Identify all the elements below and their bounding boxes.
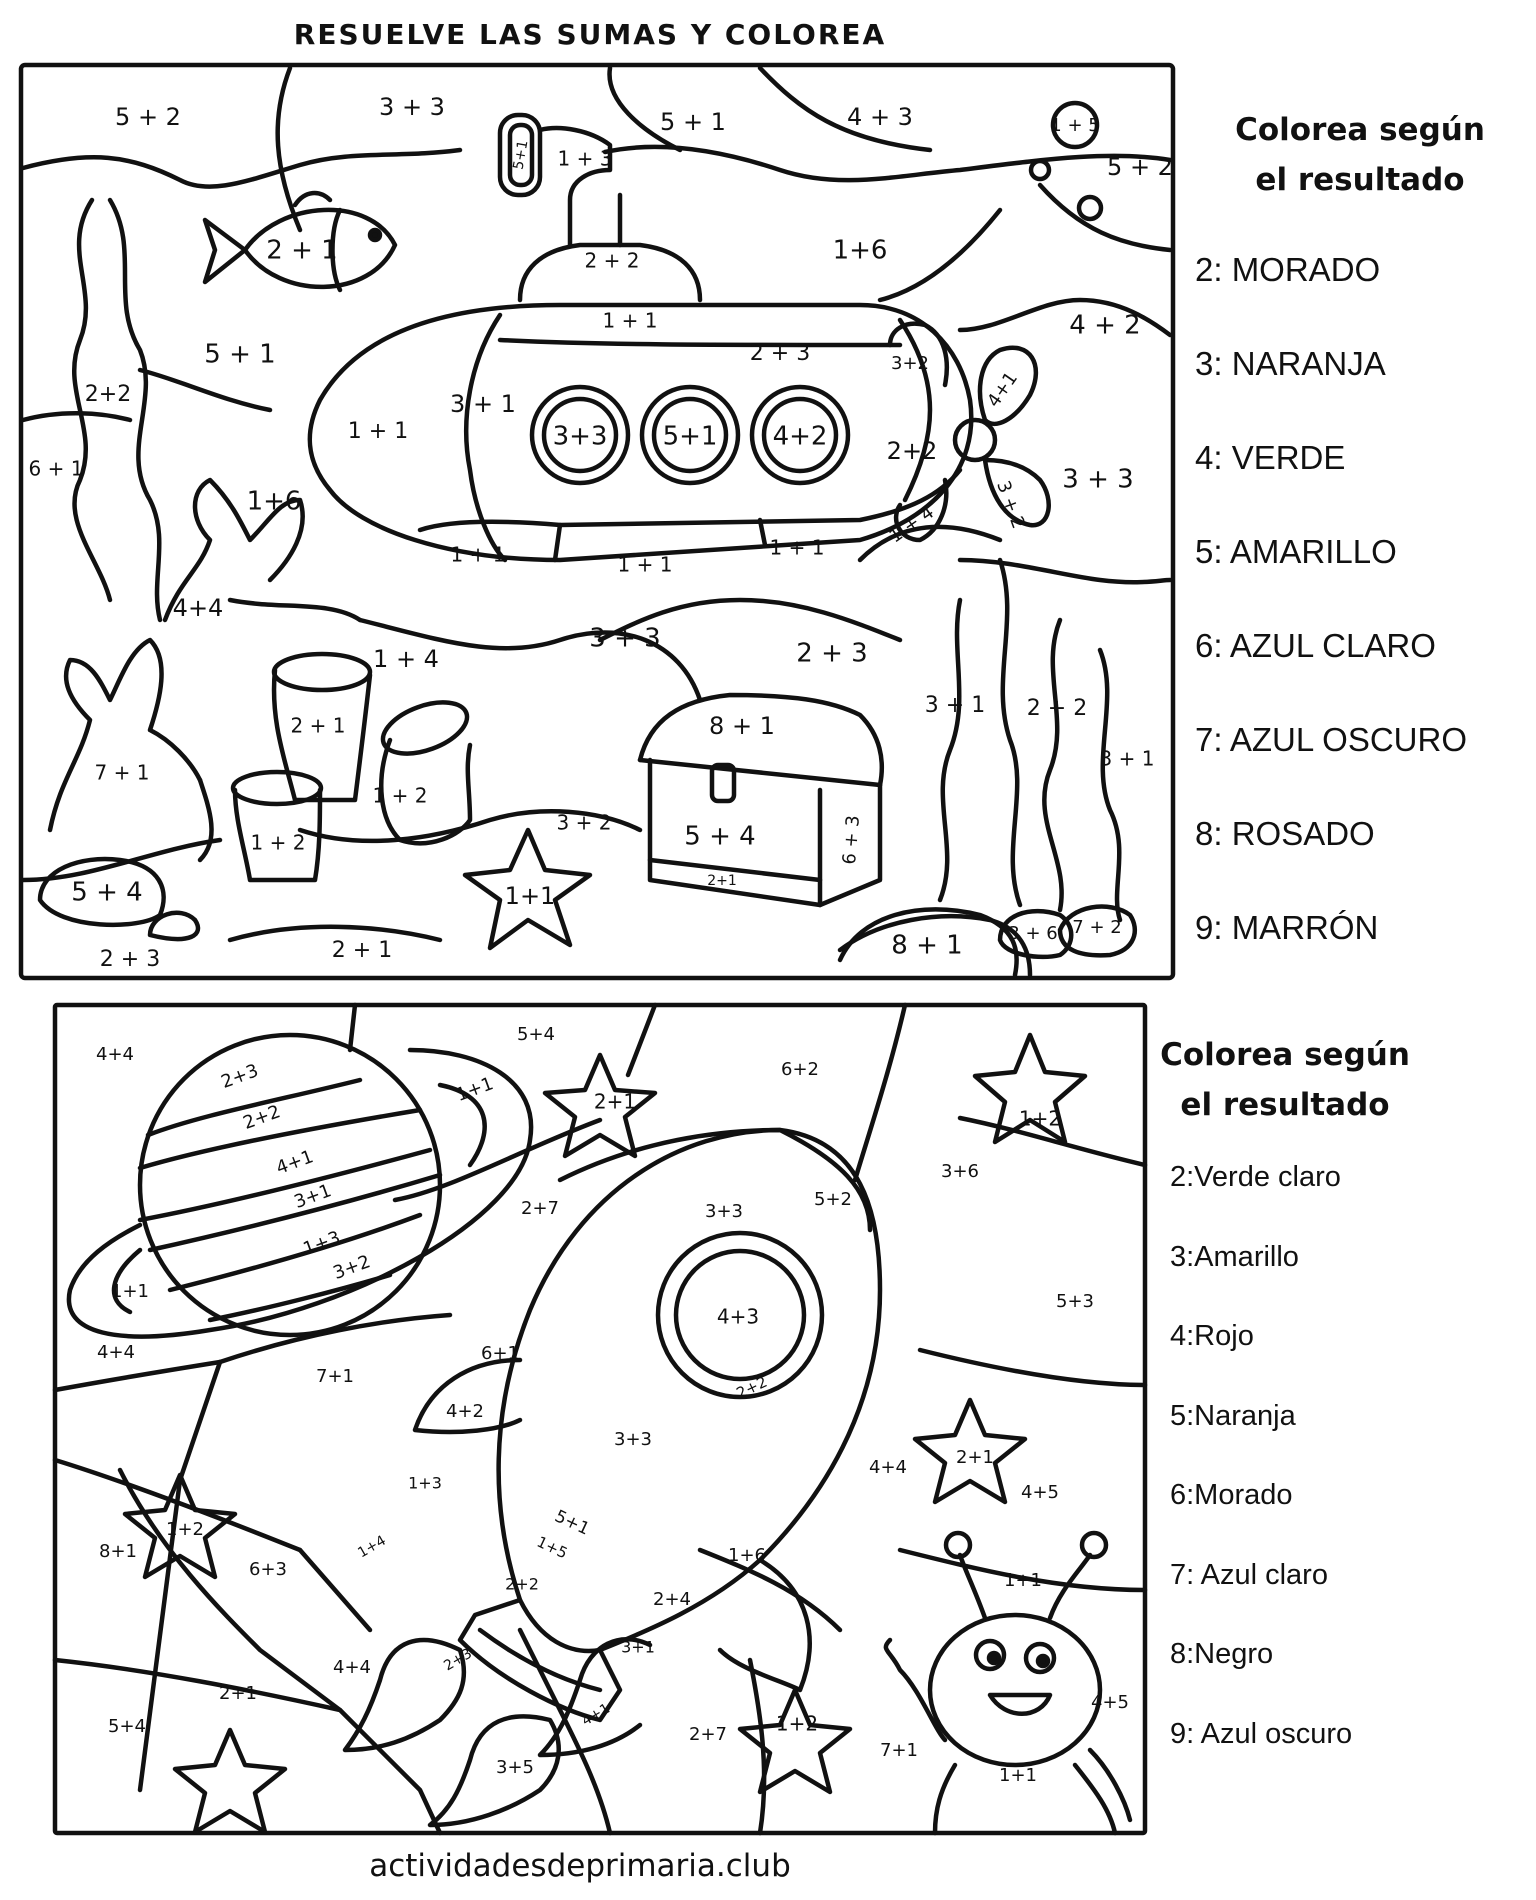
sum-hull-top: 1 + 1 [602, 308, 658, 333]
legend-item: 9: MARRÓN [1195, 909, 1379, 946]
sum-flame-3-outer: 4+1 [579, 1700, 613, 1730]
sum-fin-top: 3+2 [891, 353, 929, 374]
legend-item: 8:Negro [1170, 1638, 1274, 1670]
sum-coral-left: 7 + 1 [94, 760, 150, 785]
sum-coral-top: 4+4 [172, 594, 224, 622]
sum-planet-5: 1+3 [300, 1227, 344, 1260]
legend-item: 3: NARANJA [1195, 345, 1386, 382]
sum-planet-3: 4+1 [273, 1146, 317, 1179]
sum-periscope-lens: 5+1 [510, 139, 532, 171]
sum-porthole-rim: 2+2 [733, 1372, 770, 1403]
legend-item: 6:Morado [1170, 1479, 1293, 1511]
sum-porthole: 4+3 [716, 1304, 760, 1329]
sum-water-3: 4 + 2 [1069, 310, 1141, 341]
sum-flame-3-top: 2+4 [653, 1589, 691, 1610]
sum-space-10: 4+4 [869, 1457, 907, 1478]
sum-hull-mid: 2 + 3 [749, 341, 811, 366]
sum-seaweed-right-2: 2 + 2 [1026, 696, 1088, 721]
legend-item: 3:Amarillo [1170, 1240, 1299, 1273]
sum-nose: 1 + 1 [347, 419, 409, 444]
sum-bubble: 1 + 5 [1050, 115, 1100, 136]
sum-space-16: 2+7 [689, 1724, 727, 1745]
sum-water-4: 3 + 3 [1062, 464, 1134, 495]
legend-item: 8: ROSADO [1195, 815, 1375, 852]
sum-chest-front: 5 + 4 [684, 821, 756, 852]
sum-alien-body: 1+1 [999, 1765, 1037, 1786]
legend-item: 5:Naranja [1170, 1399, 1296, 1432]
website-footer: actividadesdeprimaria.club [369, 1848, 791, 1884]
sum-flame-2: 2+2 [505, 1574, 539, 1594]
sum-sand-4: 3 + 2 [556, 810, 612, 835]
sum-rocket-body: 3+3 [614, 1429, 652, 1450]
sum-sky-4: 4 + 3 [847, 103, 913, 131]
sum-water-2: 1+6 [832, 235, 888, 266]
sum-flame-1-outer: 1+4 [355, 1532, 389, 1562]
sum-space-8: 7+1 [316, 1366, 354, 1387]
sum-starfish: 1+1 [504, 882, 556, 910]
sum-fin-bottom: 1 + 4 [885, 501, 938, 548]
legend-item: 7: Azul claro [1170, 1558, 1328, 1591]
sum-planet-1: 2+3 [218, 1060, 262, 1093]
sum-sand-3: 1 + 4 [373, 645, 439, 673]
sum-space-15: 5+4 [108, 1716, 146, 1737]
sum-propeller-top: 4+1 [983, 368, 1023, 412]
sum-space-2: 5+4 [517, 1024, 555, 1045]
sum-seaweed-left: 2+2 [84, 382, 132, 407]
sum-space-13: 6+3 [249, 1559, 287, 1580]
sum-rocket-fin-right: 1+6 [728, 1545, 766, 1566]
sum-space-3: 6+2 [781, 1059, 819, 1080]
sum-water-left: 6 + 1 [28, 456, 84, 481]
sum-flame-1: 1+3 [408, 1473, 442, 1493]
sum-ring-right: 1+1 [453, 1073, 497, 1106]
sum-water-1: 5 + 1 [204, 339, 276, 370]
sum-star-3: 2+1 [956, 1447, 994, 1468]
sum-space-5: 3+6 [941, 1161, 979, 1182]
legend-item: 9: Azul oscuro [1170, 1717, 1353, 1750]
sum-star-6: 1+2 [775, 1711, 819, 1736]
sum-window-2: 5+1 [662, 421, 718, 452]
sum-star-1: 2+1 [593, 1089, 637, 1114]
sum-hatch: 2 + 2 [584, 248, 640, 273]
legend-title: Colorea según el resultado [1235, 112, 1485, 198]
rocket-color-legend [1160, 1030, 1520, 1774]
sum-sky-1: 5 + 2 [115, 103, 181, 131]
sum-rocket-fin-left: 4+2 [446, 1401, 484, 1422]
sum-star-2: 1+2 [1018, 1106, 1062, 1131]
sum-planet-6: 3+2 [330, 1251, 374, 1284]
sum-sky-5: 5 + 2 [1107, 153, 1173, 181]
sum-propeller-bottom: 3 + 2 [992, 478, 1029, 532]
sum-star-5: 2+1 [219, 1683, 257, 1704]
sum-hull-bottom-2: 1 + 1 [617, 552, 673, 577]
sum-space-6: 5+3 [1056, 1291, 1094, 1312]
legend-item: 6: AZUL CLARO [1195, 627, 1436, 664]
sum-rock-small-1: 3 + 6 [1008, 923, 1058, 944]
sum-sky-2: 3 + 3 [379, 93, 445, 121]
sum-tail: 2+2 [886, 437, 938, 465]
legend-item: 4: VERDE [1195, 439, 1346, 476]
sum-planet-2: 2+2 [240, 1101, 284, 1134]
sum-hull-bottom-3: 1 + 1 [769, 535, 825, 560]
sum-water-5: 1+6 [246, 486, 302, 517]
sum-floor-1: 2 + 3 [99, 947, 161, 972]
sum-nozzle-2: 1+5 [534, 1532, 571, 1563]
sum-sponge-right: 1 + 2 [372, 783, 428, 808]
sum-seaweed-right-3: 3 + 1 [1099, 746, 1155, 771]
sum-periscope: 1 + 3 [557, 146, 613, 171]
sum-space-18: 4+5 [1091, 1692, 1129, 1713]
sum-rocket-top: 3+3 [705, 1201, 743, 1222]
sum-rocket-tip: 5+2 [814, 1189, 852, 1210]
sum-floor-2: 2 + 1 [331, 938, 393, 963]
sum-space-1: 4+4 [96, 1044, 134, 1065]
submarine-color-legend [1195, 105, 1525, 975]
sum-window-3: 4+2 [772, 421, 828, 452]
sum-seaweed-right-1: 3 + 1 [924, 693, 986, 718]
sum-ring-left: 1+1 [111, 1281, 149, 1302]
sum-chest-side: 6 + 3 [838, 814, 865, 866]
sum-space-12: 8+1 [99, 1541, 137, 1562]
legend-item: 5: AMARILLO [1195, 533, 1397, 570]
sum-planet-4: 3+1 [291, 1180, 335, 1213]
sum-flame-2-outer: 2+3 [441, 1645, 475, 1675]
legend-item: 2:Verde claro [1170, 1161, 1341, 1193]
legend-item: 7: AZUL OSCURO [1195, 721, 1468, 758]
sum-sponge-tall: 2 + 1 [290, 713, 346, 738]
sum-space-17: 7+1 [880, 1740, 918, 1761]
legend-title: Colorea según el resultado [1160, 1037, 1410, 1123]
sum-sand-2: 2 + 3 [796, 638, 868, 669]
sum-chest-lid: 8 + 1 [709, 712, 775, 740]
sum-nozzle-1: 5+1 [551, 1506, 593, 1540]
worksheet-title: RESUELVE LAS SUMAS Y COLOREA [293, 18, 887, 51]
sum-alien-head: 1+1 [1004, 1570, 1042, 1591]
sum-space-19: 3+5 [496, 1757, 534, 1778]
sum-space-11: 4+5 [1021, 1482, 1059, 1503]
sum-fish: 2 + 1 [266, 235, 338, 266]
sum-space-4: 2+7 [521, 1198, 559, 1219]
legend-item: 4:Rojo [1170, 1320, 1254, 1352]
sum-star-4: 1+2 [166, 1519, 204, 1540]
sum-rock-left: 5 + 4 [71, 877, 143, 908]
sum-sand-1: 3 + 3 [589, 623, 661, 654]
sum-space-14: 4+4 [333, 1657, 371, 1678]
sum-rock-right: 8 + 1 [891, 930, 963, 961]
sum-sky-3: 5 + 1 [660, 108, 726, 136]
sum-chest-base: 2+1 [707, 873, 737, 889]
sum-rock-small-2: 7 + 2 [1072, 917, 1122, 938]
sum-flame-3: 3+1 [621, 1637, 655, 1657]
sum-window-1: 3+3 [552, 421, 608, 452]
sum-hull-bottom-1: 1 + 1 [450, 542, 506, 567]
sum-space-7: 4+4 [97, 1342, 135, 1363]
sum-hull-panel: 3 + 1 [450, 390, 516, 418]
legend-item: 2: MORADO [1195, 251, 1381, 288]
sum-space-9: 6+1 [481, 1343, 519, 1364]
sum-sponge-short: 1 + 2 [250, 830, 306, 855]
